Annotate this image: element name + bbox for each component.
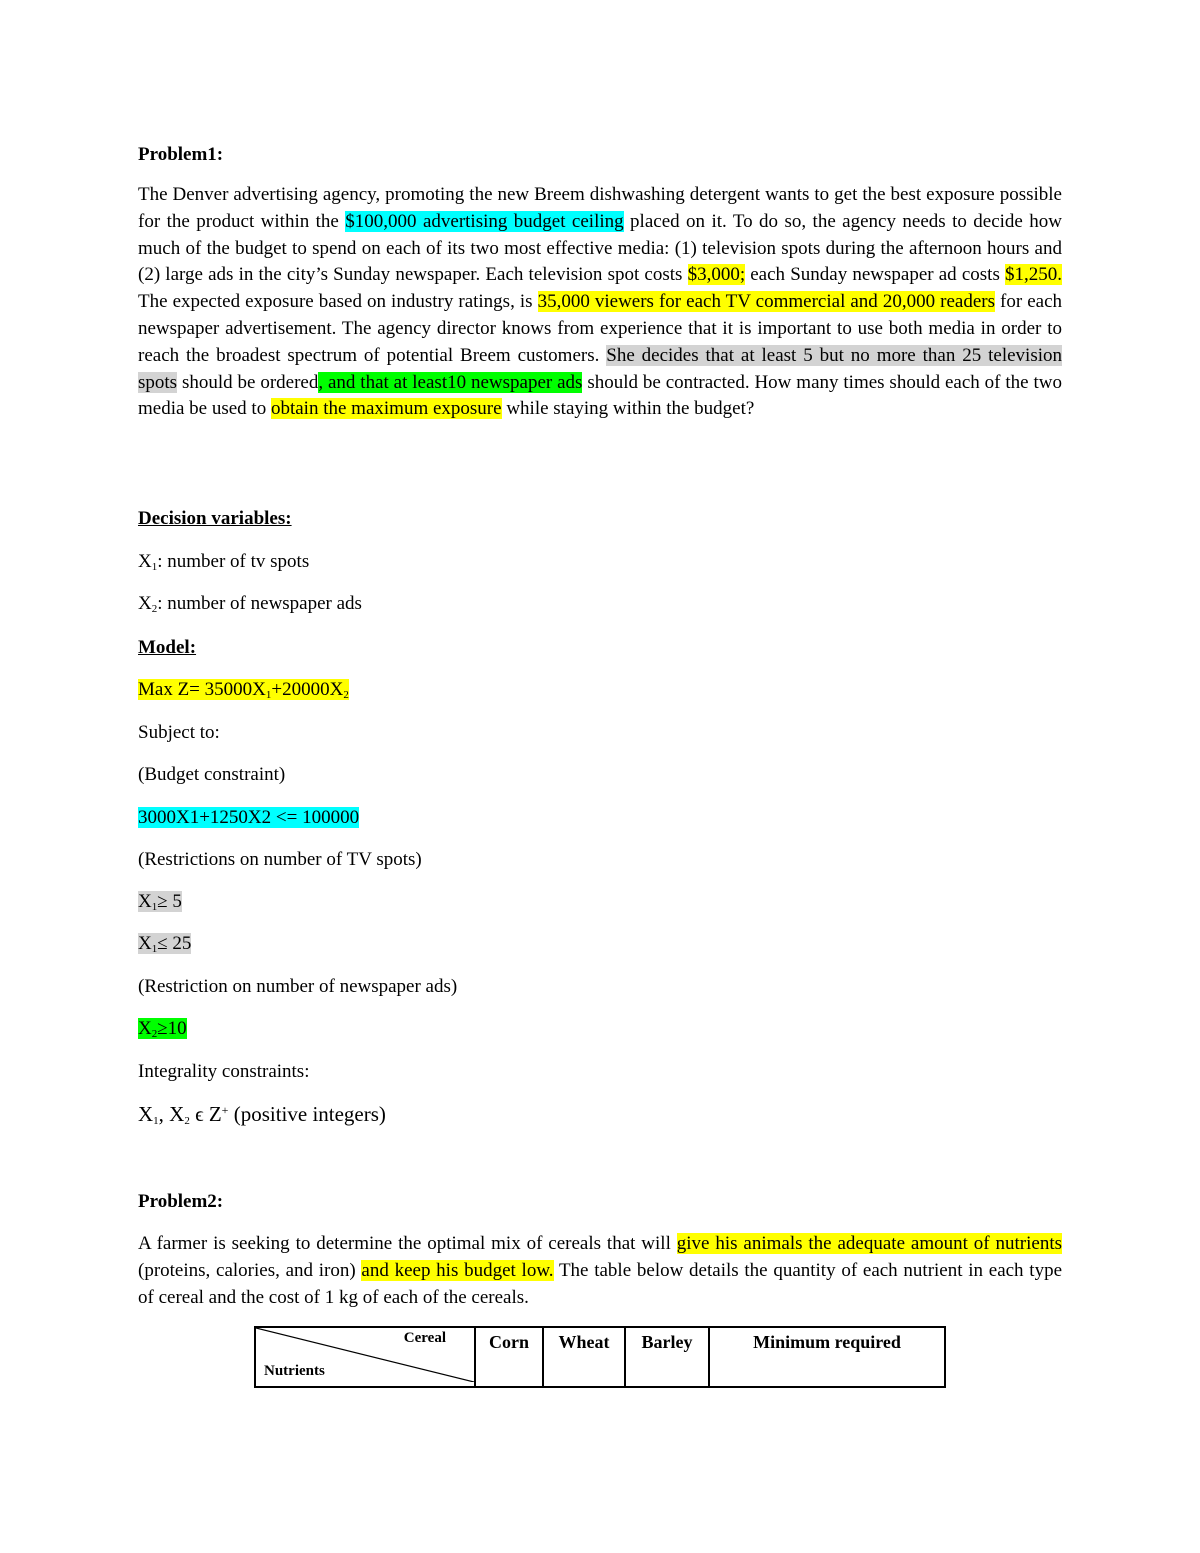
highlight-news-min: , and that at least10 newspaper ads <box>318 371 583 393</box>
corner-cereal-label: Cereal <box>403 1330 446 1346</box>
highlight-budget-low: and keep his budget low. <box>361 1259 554 1281</box>
var-symbol: , X <box>158 1102 185 1126</box>
objective-part: +20000X <box>271 679 344 700</box>
tv-min-constraint <box>138 890 182 914</box>
problem2-paragraph <box>138 1231 1062 1311</box>
constraint-relation: ≥10 <box>157 1018 187 1039</box>
text-run: The table below details the quantity of each nutrient in each type of cereal and the cost of 1 kg of each of the cereals. <box>138 1259 1063 1308</box>
var-symbol: X <box>138 593 152 614</box>
var-subscript: 2 <box>151 603 158 615</box>
text-run: should be ordered <box>177 371 319 393</box>
header-barley: Barley <box>625 1327 709 1387</box>
text-run: (proteins, calories, and iron) <box>138 1259 362 1281</box>
decision-variable-x2 <box>138 592 362 616</box>
var-symbol: X <box>138 1102 154 1126</box>
var-symbol: X <box>138 1018 152 1039</box>
tv-max-highlight <box>138 933 191 954</box>
text-run: while staying within the budget? <box>501 398 755 420</box>
objective-part: Max Z= 35000X <box>138 679 266 700</box>
highlight-tv-range: She decides that at least 5 but no more than 25 television spots <box>138 344 1063 393</box>
budget-constraint-text: 3000X1+1250X2 <= 100000 <box>138 807 360 828</box>
model-heading: Model: <box>138 637 197 658</box>
var-subscript: 1 <box>151 943 158 955</box>
highlight-exposure: 35,000 viewers for each TV commercial and 20,000 readers <box>537 291 995 313</box>
var-subscript: 1 <box>151 561 158 573</box>
set-symbol: ϵ Z <box>189 1102 222 1126</box>
news-min-constraint <box>138 1017 187 1041</box>
table-corner-cell <box>255 1327 475 1387</box>
constraint-relation: ≤ 25 <box>157 933 192 954</box>
highlight-budget-ceiling: $100,000 advertising budget ceiling <box>345 210 624 232</box>
highlight-news-cost: $1,250. <box>1005 264 1062 286</box>
tv-restriction-label: (Restrictions on number of TV spots) <box>138 849 422 870</box>
nutrients-table <box>254 1326 946 1388</box>
tv-min-highlight <box>138 891 182 912</box>
highlight-max-exposure: obtain the maximum exposure <box>270 398 502 420</box>
corner-nutrients-label: Nutrients <box>264 1363 325 1379</box>
integrality-label: Integrality constraints: <box>138 1061 310 1082</box>
var-subscript: 1 <box>151 901 158 913</box>
decision-variables-heading: Decision variables: <box>138 508 292 529</box>
text-run: for each newspaper advertisement. The agency director knows from experience that it is important to use both media in order to reach the broadest spectrum of potential Breem customers. <box>138 291 1063 366</box>
budget-constraint-label: (Budget constraint) <box>138 764 286 785</box>
news-restriction-label: (Restriction on number of newspaper ads) <box>138 976 458 997</box>
var-subscript: 2 <box>151 1028 158 1040</box>
budget-constraint <box>138 806 359 830</box>
problem1-title: Problem1: <box>138 144 224 165</box>
problem1-paragraph <box>138 182 1062 423</box>
var-subscript: 1 <box>153 1115 159 1127</box>
decision-variable-x1 <box>138 550 309 574</box>
text-run: The Denver advertising agency, promoting the new Breem dishwashing detergent wants to get the best exposure possible for the product within the <box>138 184 1062 232</box>
header-corn: Corn <box>475 1327 543 1387</box>
text-run: A farmer is seeking to determine the optimal mix of cereals that will <box>138 1233 677 1254</box>
objective-function <box>138 678 349 702</box>
integrality-description: (positive integers) <box>228 1102 386 1126</box>
var-description: : number of tv spots <box>157 551 310 572</box>
table-header-row <box>255 1327 945 1387</box>
tv-max-constraint <box>138 932 191 956</box>
problem2-title: Problem2: <box>138 1191 224 1212</box>
objective-highlight <box>138 679 349 700</box>
objective-subscript: 2 <box>343 689 349 701</box>
subject-to-label: Subject to: <box>138 722 220 743</box>
constraint-relation: ≥ 5 <box>157 891 182 912</box>
integrality-constraint <box>138 1102 386 1126</box>
text-run: placed on it. To do so, the agency needs to decide how much of the budget to spend on each of its two most effective media: (1) television spots during the afternoon hours and (2) large ads in the city’s Sunday newspaper. Each television spot costs <box>138 210 1062 286</box>
highlight-tv-cost: $3,000; <box>687 264 746 286</box>
var-symbol: X <box>138 933 152 954</box>
var-symbol: X <box>138 551 152 572</box>
set-superscript: + <box>221 1103 229 1117</box>
text-run: should be contracted. How many times should each of the two media be used to <box>138 371 1062 420</box>
header-minimum-required: Minimum required <box>709 1327 945 1387</box>
var-subscript: 2 <box>184 1115 190 1127</box>
highlight-nutrients: give his animals the adequate amount of nutrients <box>676 1233 1062 1254</box>
header-wheat: Wheat <box>543 1327 625 1387</box>
var-description: : number of newspaper ads <box>157 593 362 614</box>
objective-subscript: 1 <box>265 689 272 701</box>
news-min-highlight <box>138 1018 187 1039</box>
var-symbol: X <box>138 891 152 912</box>
text-run: each Sunday newspaper ad costs <box>745 264 1005 286</box>
text-run: The expected exposure based on industry ratings, is <box>138 291 538 313</box>
